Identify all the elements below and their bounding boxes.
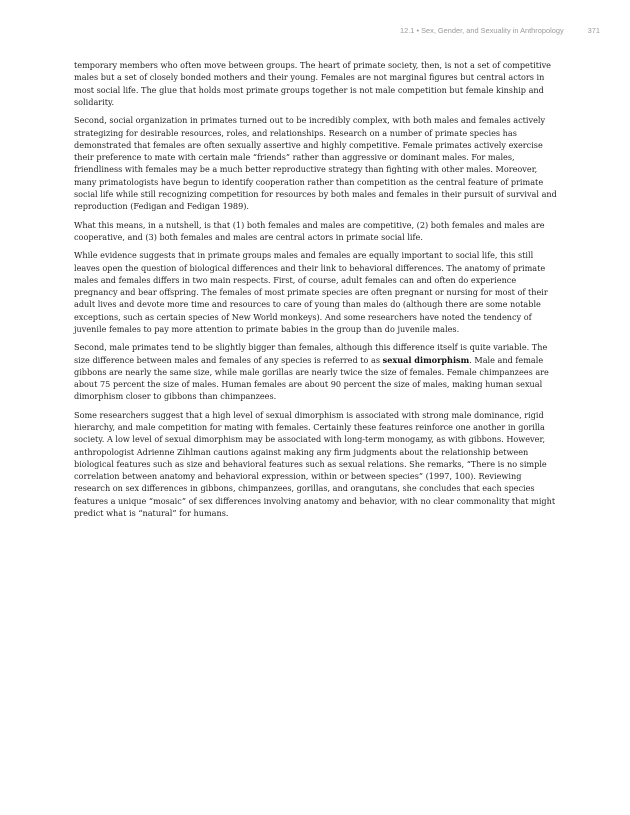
paragraph-4: While evidence suggests that in primate groups males and females are equally important to social life, this still leaves open the question of biological differences and their link to behavioral differences. The anatomy of primate males and females differs in two main respects. First, of course, adult females can and often do experience pregnancy and bear offspring. The females of most primate species are often pregnant or nursing for most of their adult lives and devote more time and resources to care of young than males do (although there are some notable exceptions, such as certain species of New World monkeys). And some researchers have noted the tendency of juvenile females to pay more attention to primate babies in the group than do juvenile males. [74, 250, 548, 334]
key-term: sexual dimorphism [382, 354, 470, 365]
paragraph-5-before: Second, male primates tend to be slightly bigger than females, although this difference itself is quite variable. The size difference between males and females of any species is referred to as [74, 342, 548, 365]
paragraph-5-after: . Male and female gibbons are nearly the same size, while male gorillas are nearly twice the size of females. Female chimpanzees are about 75 percent the size of males. Human females are about 90 percent the size of males, making human sexual dimorphism closer to gibbons than chimpanzees. [74, 354, 549, 402]
page-number: 371 [587, 26, 600, 35]
body-text [74, 59, 558, 526]
paragraph-2: Second, social organization in primates turned out to be incredibly complex, with both males and females actively strategizing for desirable resources, roles, and relationships. Research on a number of primate species has demonstrated that females are often sexually assertive and highly competitive. Female primates actively exercise their preference to mate with certain male “friends” rather than aggressive or dominant males. For males, friendliness with females may be a much better reproductive strategy than fighting with other males. Moreover, many primatologists have begun to identify cooperation rather than competition as the central feature of primate social life while still recognizing competition for resources by both males and females in their pursuit of survival and reproduction (Fedigan and Fedigan 1989). [74, 115, 557, 212]
paragraph-5 [74, 341, 558, 402]
paragraph-3: What this means, in a nutshell, is that (1) both females and males are competitive, (2) both females and males are cooperative, and (3) both females and males are central actors in primate social life. [74, 219, 545, 242]
paragraph-6: Some researchers suggest that a high level of sexual dimorphism is associated with strong male dominance, rigid hierarchy, and male competition for mating with females. Certainly these features reinforce one another in gorilla society. A low level of sexual dimorphism may be associated with long-term monogamy, as with gibbons. However, anthropologist Adrienne Zihlman cautions against making any firm judgments about the relationship between biological features such as size and behavioral features such as sexual relations. She remarks, “There is no simple correlation between anatomy and behavioral expression, within or between species” (1997, 100). Reviewing research on sex differences in gibbons, chimpanzees, gorillas, and orangutans, she concludes that each species features a unique “mosaic” of sex differences involving anatomy and behavior, with no clear commonality that might predict what is “natural” for humans. [74, 409, 556, 518]
running-header [200, 26, 600, 35]
paragraph-1: temporary members who often move between groups. The heart of primate society, then, is not a set of competitive males but a set of closely bonded mothers and their young. Females are not marginal figures but central actors in most social life. The glue that holds most primate groups together is not male competition but female kinship and solidarity. [74, 60, 551, 107]
running-title: 12.1 • Sex, Gender, and Sexuality in Anthropology [400, 26, 564, 35]
